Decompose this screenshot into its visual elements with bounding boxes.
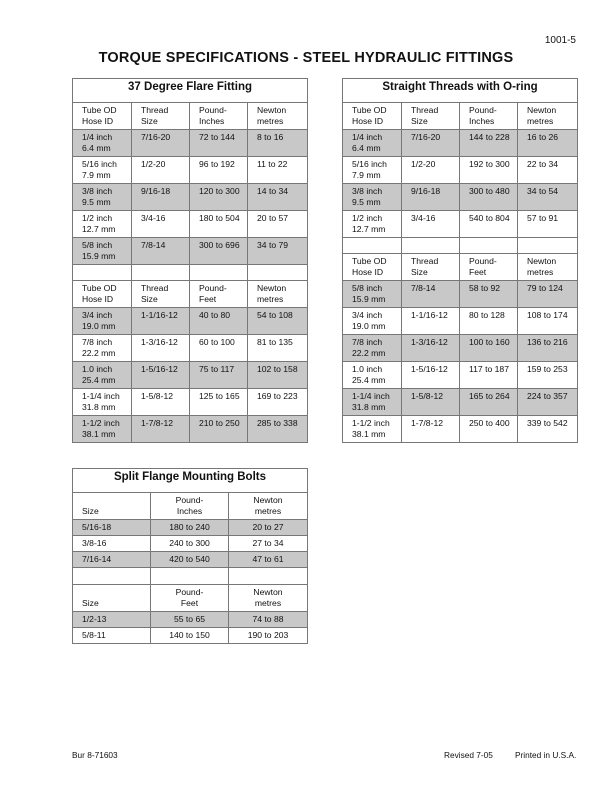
table-cell: 1-5/8-12 — [402, 389, 460, 416]
table-cell: 1-1/2 inch 38.1 mm — [73, 416, 132, 443]
table-row — [343, 130, 578, 157]
table-cell: 16 to 26 — [518, 130, 578, 157]
header-cell: Size — [73, 493, 151, 520]
table-cell: 169 to 223 — [248, 389, 308, 416]
table-cell: 20 to 57 — [248, 211, 308, 238]
table-cell: 1-5/16-12 — [132, 362, 190, 389]
table-row — [73, 628, 308, 644]
split-flange-table — [72, 468, 308, 644]
table-row — [73, 130, 308, 157]
table-cell: 81 to 135 — [248, 335, 308, 362]
table-cell: 1-5/8-12 — [132, 389, 190, 416]
table-cell: 1/2 inch 12.7 mm — [343, 211, 402, 238]
table-cell: 20 to 27 — [229, 520, 308, 536]
table-row — [343, 211, 578, 238]
table-cell: 1/4 inch 6.4 mm — [73, 130, 132, 157]
header-row — [73, 281, 308, 308]
table-cell: 1-3/16-12 — [402, 335, 460, 362]
table-cell: 8 to 16 — [248, 130, 308, 157]
table-row — [343, 157, 578, 184]
table-cell: 1-5/16-12 — [402, 362, 460, 389]
table-cell: 136 to 216 — [518, 335, 578, 362]
section — [73, 281, 308, 443]
table-cell: 3/4 inch 19.0 mm — [73, 308, 132, 335]
table-cell: 7/16-20 — [132, 130, 190, 157]
header-cell: Pound- Feet — [190, 281, 248, 308]
table-cell: 5/8-11 — [73, 628, 151, 644]
table-cell: 102 to 158 — [248, 362, 308, 389]
table-cell: 1-1/4 inch 31.8 mm — [343, 389, 402, 416]
table-cell: 7/8-14 — [402, 281, 460, 308]
table-cell: 60 to 100 — [190, 335, 248, 362]
table-row — [73, 552, 308, 568]
table-cell: 192 to 300 — [460, 157, 518, 184]
table-cell: 79 to 124 — [518, 281, 578, 308]
section — [343, 103, 578, 238]
table-cell: 74 to 88 — [229, 612, 308, 628]
table-cell: 58 to 92 — [460, 281, 518, 308]
table-cell: 5/16-18 — [73, 520, 151, 536]
table-cell: 1-1/16-12 — [402, 308, 460, 335]
table-cell: 108 to 174 — [518, 308, 578, 335]
table-row — [343, 335, 578, 362]
section — [343, 254, 578, 443]
table-row — [73, 308, 308, 335]
table-row — [73, 238, 308, 265]
table-row — [73, 389, 308, 416]
table-cell: 1/2 inch 12.7 mm — [73, 211, 132, 238]
header-row — [73, 103, 308, 130]
header-cell: Tube OD Hose ID — [73, 103, 132, 130]
table-cell: 140 to 150 — [151, 628, 229, 644]
table-cell: 7/16-20 — [402, 130, 460, 157]
table-cell: 1-7/8-12 — [132, 416, 190, 443]
table-cell: 9/16-18 — [402, 184, 460, 211]
table-cell: 14 to 34 — [248, 184, 308, 211]
table-cell: 250 to 400 — [460, 416, 518, 443]
header-cell: Thread Size — [132, 103, 190, 130]
oring-table — [342, 78, 578, 443]
table-cell: 40 to 80 — [190, 308, 248, 335]
table-cell: 34 to 54 — [518, 184, 578, 211]
header-cell: Pound- Inches — [460, 103, 518, 130]
table-cell: 285 to 338 — [248, 416, 308, 443]
table-cell: 80 to 128 — [460, 308, 518, 335]
table-cell: 300 to 696 — [190, 238, 248, 265]
table-cell: 22 to 34 — [518, 157, 578, 184]
table-cell: 190 to 203 — [229, 628, 308, 644]
header-row — [343, 254, 578, 281]
table-cell: 100 to 160 — [460, 335, 518, 362]
table-title: Split Flange Mounting Bolts — [73, 469, 308, 493]
header-cell: Newton metres — [518, 103, 578, 130]
table-cell: 55 to 65 — [151, 612, 229, 628]
footer-revised: Revised 7-05 — [444, 750, 493, 760]
table-cell: 3/4-16 — [402, 211, 460, 238]
table-row — [343, 184, 578, 211]
table-cell: 540 to 804 — [460, 211, 518, 238]
table-cell: 224 to 357 — [518, 389, 578, 416]
table-cell: 165 to 264 — [460, 389, 518, 416]
table-cell: 54 to 108 — [248, 308, 308, 335]
header-cell: Newton metres — [229, 585, 308, 612]
table-cell: 180 to 240 — [151, 520, 229, 536]
table-cell: 3/8 inch 9.5 mm — [343, 184, 402, 211]
table-cell: 180 to 504 — [190, 211, 248, 238]
table-row — [73, 184, 308, 211]
page-number: 1001-5 — [544, 35, 576, 46]
table-row — [73, 362, 308, 389]
header-cell: Newton metres — [229, 493, 308, 520]
table-cell: 5/8 inch 15.9 mm — [73, 238, 132, 265]
table-cell: 47 to 61 — [229, 552, 308, 568]
table-title: 37 Degree Flare Fitting — [73, 79, 308, 103]
table-cell: 96 to 192 — [190, 157, 248, 184]
table-cell: 240 to 300 — [151, 536, 229, 552]
table-cell: 159 to 253 — [518, 362, 578, 389]
table-row — [343, 308, 578, 335]
page-title: TORQUE SPECIFICATIONS - STEEL HYDRAULIC FITTINGS — [98, 50, 514, 66]
table-row — [343, 281, 578, 308]
table-cell: 3/4-16 — [132, 211, 190, 238]
footer-doc-number: Bur 8-71603 — [72, 750, 118, 760]
table-cell: 1/2-20 — [132, 157, 190, 184]
header-cell: Pound- Feet — [460, 254, 518, 281]
header-cell: Thread Size — [132, 281, 190, 308]
table-cell: 1/2-13 — [73, 612, 151, 628]
table-cell: 5/8 inch 15.9 mm — [343, 281, 402, 308]
header-cell: Tube OD Hose ID — [343, 103, 402, 130]
table-cell: 1-1/16-12 — [132, 308, 190, 335]
flare-fitting-table — [72, 78, 308, 443]
header-cell: Newton metres — [248, 103, 308, 130]
table-row — [73, 157, 308, 184]
table-cell: 1/4 inch 6.4 mm — [343, 130, 402, 157]
table-cell: 75 to 117 — [190, 362, 248, 389]
header-cell: Tube OD Hose ID — [73, 281, 132, 308]
table-cell: 7/8 inch 22.2 mm — [73, 335, 132, 362]
header-cell: Pound- Inches — [190, 103, 248, 130]
table-title: Straight Threads with O-ring — [343, 79, 578, 103]
table-cell: 9/16-18 — [132, 184, 190, 211]
table-cell: 5/16 inch 7.9 mm — [73, 157, 132, 184]
table-cell: 1.0 inch 25.4 mm — [343, 362, 402, 389]
table-cell: 3/8 inch 9.5 mm — [73, 184, 132, 211]
table-cell: 1-1/2 inch 38.1 mm — [343, 416, 402, 443]
table-cell: 300 to 480 — [460, 184, 518, 211]
table-cell: 57 to 91 — [518, 211, 578, 238]
table-cell: 34 to 79 — [248, 238, 308, 265]
table-row — [343, 362, 578, 389]
header-row — [73, 493, 308, 520]
header-cell: Pound- Feet — [151, 585, 229, 612]
table-cell: 120 to 300 — [190, 184, 248, 211]
table-row — [73, 536, 308, 552]
spacer-row — [343, 238, 578, 254]
table-cell: 1/2-20 — [402, 157, 460, 184]
table-row — [343, 389, 578, 416]
table-cell: 1-7/8-12 — [402, 416, 460, 443]
spacer-row — [73, 265, 308, 281]
section — [73, 103, 308, 265]
table-cell: 3/8-16 — [73, 536, 151, 552]
header-cell: Size — [73, 585, 151, 612]
table-cell: 11 to 22 — [248, 157, 308, 184]
table-cell: 210 to 250 — [190, 416, 248, 443]
header-cell: Newton metres — [248, 281, 308, 308]
table-cell: 125 to 165 — [190, 389, 248, 416]
header-cell: Newton metres — [518, 254, 578, 281]
table-cell: 5/16 inch 7.9 mm — [343, 157, 402, 184]
table-cell: 27 to 34 — [229, 536, 308, 552]
table-cell: 1.0 inch 25.4 mm — [73, 362, 132, 389]
table-cell: 7/8-14 — [132, 238, 190, 265]
table-cell: 3/4 inch 19.0 mm — [343, 308, 402, 335]
table-row — [73, 416, 308, 443]
table-cell: 1-3/16-12 — [132, 335, 190, 362]
table-row — [73, 520, 308, 536]
header-cell: Thread Size — [402, 254, 460, 281]
table-cell: 339 to 542 — [518, 416, 578, 443]
table-cell: 1-1/4 inch 31.8 mm — [73, 389, 132, 416]
header-row — [343, 103, 578, 130]
table-row — [343, 416, 578, 443]
spacer-row — [73, 568, 308, 585]
table-row — [73, 612, 308, 628]
table-cell: 117 to 187 — [460, 362, 518, 389]
table-cell: 420 to 540 — [151, 552, 229, 568]
table-row — [73, 335, 308, 362]
section — [73, 493, 308, 568]
table-cell: 7/16-14 — [73, 552, 151, 568]
section — [73, 585, 308, 644]
header-row — [73, 585, 308, 612]
header-cell: Thread Size — [402, 103, 460, 130]
table-cell: 144 to 228 — [460, 130, 518, 157]
footer-printed: Printed in U.S.A. — [515, 750, 577, 760]
header-cell: Tube OD Hose ID — [343, 254, 402, 281]
table-cell: 7/8 inch 22.2 mm — [343, 335, 402, 362]
table-row — [73, 211, 308, 238]
header-cell: Pound- Inches — [151, 493, 229, 520]
table-cell: 72 to 144 — [190, 130, 248, 157]
